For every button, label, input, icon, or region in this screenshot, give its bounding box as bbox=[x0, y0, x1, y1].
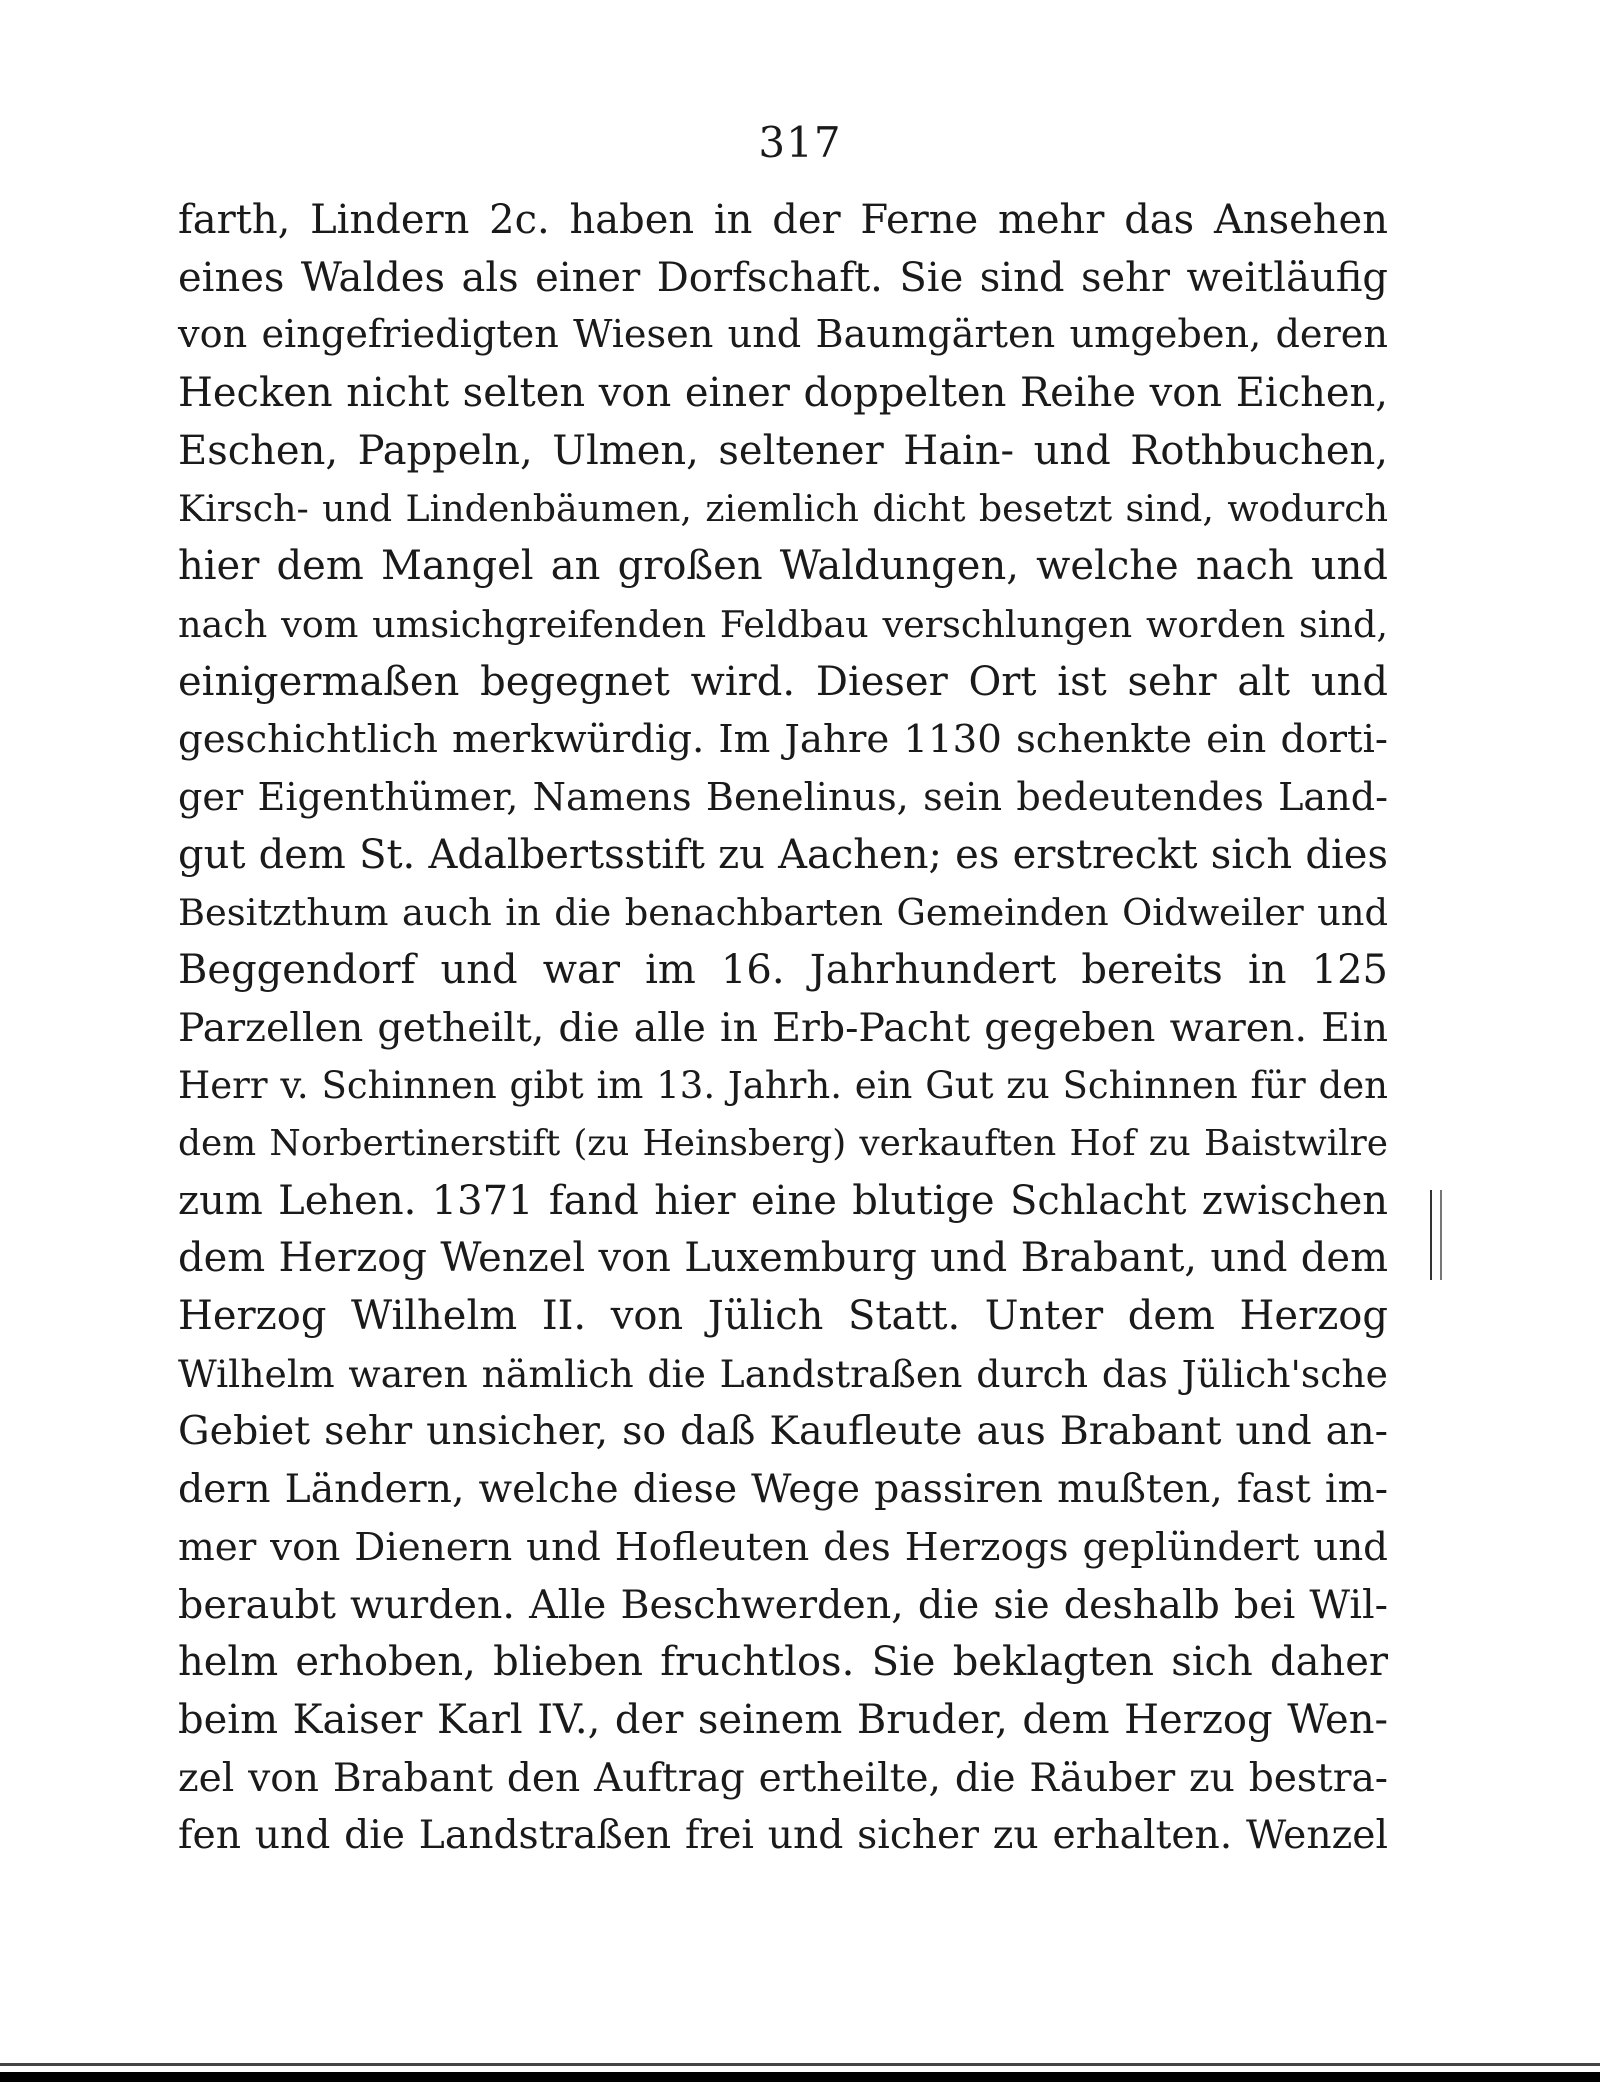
page-edge-line bbox=[0, 2063, 1600, 2066]
text-line: beim Kaiser Karl IV., der seinem Bruder, dem Herzog Wen- bbox=[178, 1696, 1388, 1743]
margin-mark bbox=[1430, 1190, 1442, 1280]
text-line: hier dem Mangel an großen Waldungen, welche nach und bbox=[178, 543, 1388, 590]
text-line: zel von Brabant den Auftrag ertheilte, die Räuber zu bestra- bbox=[178, 1755, 1388, 1801]
text-line: Eschen, Pappeln, Ulmen, seltener Hain- und Rothbuchen, bbox=[178, 427, 1388, 474]
text-line: nach vom umsichgreifenden Feldbau verschlungen worden sind, bbox=[178, 602, 1388, 646]
text-line: einigermaßen begegnet wird. Dieser Ort ist sehr alt und bbox=[178, 658, 1388, 705]
text-line: farth, Lindern 2c. haben in der Ferne mehr das Ansehen bbox=[178, 197, 1388, 243]
text-line: geschichtlich merkwürdig. Im Jahre 1130 schenkte ein dorti- bbox=[178, 717, 1388, 763]
text-line: helm erhoben, blieben fruchtlos. Sie beklagten sich daher bbox=[178, 1639, 1388, 1686]
text-line: ger Eigenthümer, Namens Benelinus, sein bedeutendes Land- bbox=[178, 774, 1388, 819]
page-number: 317 bbox=[758, 118, 842, 167]
text-line: gut dem St. Adalbertsstift zu Aachen; es erstreckt sich dies bbox=[178, 831, 1388, 878]
text-line: eines Waldes als einer Dorfschaft. Sie sind sehr weitläufig bbox=[178, 254, 1388, 301]
text-line: Besitzthum auch in die benachbarten Gemeinden Oidweiler und bbox=[178, 891, 1388, 935]
text-line: Herzog Wilhelm II. von Jülich Statt. Unter dem Herzog bbox=[178, 1293, 1388, 1340]
text-line: Herr v. Schinnen gibt im 13. Jahrh. ein Gut zu Schinnen für den bbox=[178, 1064, 1388, 1108]
text-line: Hecken nicht selten von einer doppelten Reihe von Eichen, bbox=[178, 370, 1388, 417]
text-line: Wilhelm waren nämlich die Landstraßen durch das Jülich'sche bbox=[178, 1351, 1388, 1396]
page-bottom-rule bbox=[0, 2072, 1600, 2082]
text-line: Beggendorf und war im 16. Jahrhundert bereits in 125 bbox=[178, 946, 1388, 993]
body-text bbox=[178, 192, 1388, 1865]
text-line: dem Herzog Wenzel von Luxemburg und Brabant, und dem bbox=[178, 1235, 1388, 1282]
text-line: Kirsch- und Lindenbäumen, ziemlich dicht besetzt sind, wodurch bbox=[178, 487, 1388, 531]
text-line: zum Lehen. 1371 fand hier eine blutige Schlacht zwischen bbox=[178, 1177, 1388, 1224]
text-line: Parzellen getheilt, die alle in Erb-Pacht gegeben waren. Ein bbox=[178, 1004, 1388, 1051]
text-line: dern Ländern, welche diese Wege passiren mußten, fast im- bbox=[178, 1467, 1388, 1513]
text-line: von eingefriedigten Wiesen und Baumgärten umgeben, deren bbox=[178, 313, 1388, 358]
text-line: fen und die Landstraßen frei und sicher zu erhalten. Wenzel bbox=[178, 1813, 1388, 1859]
text-line: beraubt wurden. Alle Beschwerden, die sie deshalb bei Wil- bbox=[178, 1581, 1388, 1628]
text-line: Gebiet sehr unsicher, so daß Kaufleute aus Brabant und an- bbox=[178, 1408, 1388, 1455]
text-line: mer von Dienern und Hofleuten des Herzogs geplündert und bbox=[178, 1524, 1388, 1570]
text-line: dem Norbertinerstift (zu Heinsberg) verkauften Hof zu Baistwilre bbox=[178, 1123, 1388, 1164]
